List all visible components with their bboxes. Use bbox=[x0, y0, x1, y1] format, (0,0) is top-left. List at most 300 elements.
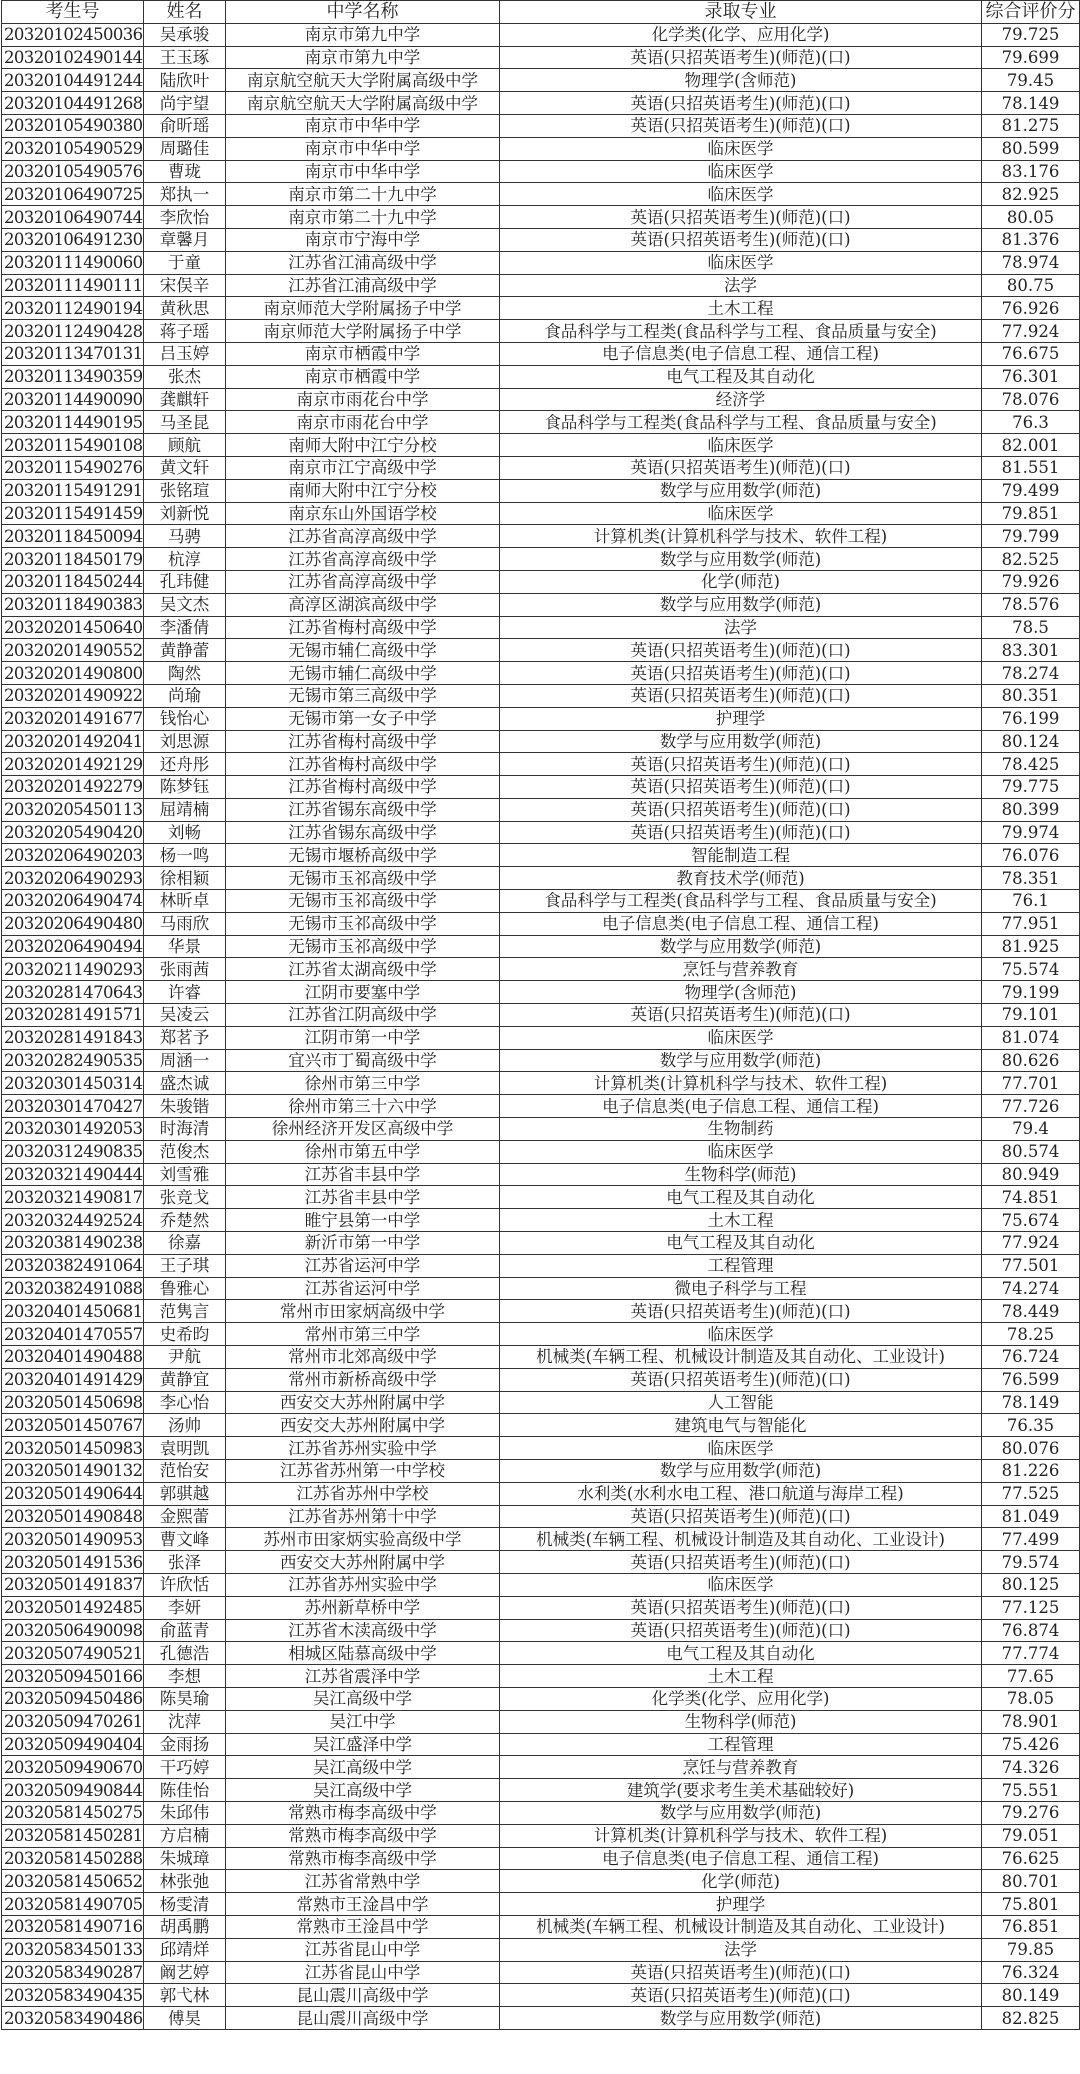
score-cell: 76.874 bbox=[982, 1619, 1080, 1642]
table-header-row bbox=[2, 1, 1080, 24]
major-cell: 英语(只招英语考生)(师范)(口) bbox=[500, 662, 982, 685]
major-cell: 微电子科学与工程 bbox=[500, 1277, 982, 1300]
major-cell: 数学与应用数学(师范) bbox=[500, 730, 982, 753]
score-cell: 79.276 bbox=[982, 1801, 1080, 1824]
table-row bbox=[2, 1870, 1080, 1893]
school-cell: 江苏省锡东高级中学 bbox=[226, 821, 500, 844]
major-cell: 英语(只招英语考生)(师范)(口) bbox=[500, 114, 982, 137]
student-name-cell: 汤帅 bbox=[144, 1414, 226, 1437]
student-name-cell: 袁明凯 bbox=[144, 1437, 226, 1460]
major-cell: 英语(只招英语考生)(师范)(口) bbox=[500, 1619, 982, 1642]
score-cell: 77.726 bbox=[982, 1095, 1080, 1118]
score-cell: 78.425 bbox=[982, 753, 1080, 776]
student-id-cell: 20320581450275 bbox=[2, 1801, 144, 1824]
student-name-cell: 许睿 bbox=[144, 981, 226, 1004]
major-cell: 土木工程 bbox=[500, 1209, 982, 1232]
student-id-cell: 20320501450767 bbox=[2, 1414, 144, 1437]
score-cell: 79.499 bbox=[982, 479, 1080, 502]
student-name-cell: 乔楚然 bbox=[144, 1209, 226, 1232]
major-cell: 工程管理 bbox=[500, 1254, 982, 1277]
school-cell: 南京师范大学附属扬子中学 bbox=[226, 320, 500, 343]
table-row bbox=[2, 23, 1080, 46]
school-cell: 无锡市堰桥高级中学 bbox=[226, 844, 500, 867]
student-name-cell: 蒋子瑶 bbox=[144, 320, 226, 343]
table-row bbox=[2, 92, 1080, 115]
student-name-cell: 郭骐越 bbox=[144, 1482, 226, 1505]
major-cell: 化学(师范) bbox=[500, 1870, 982, 1893]
student-id-cell: 20320102450036 bbox=[2, 23, 144, 46]
table-row bbox=[2, 981, 1080, 1004]
score-cell: 78.5 bbox=[982, 616, 1080, 639]
student-id-cell: 20320281491571 bbox=[2, 1004, 144, 1027]
student-name-cell: 李妍 bbox=[144, 1596, 226, 1619]
score-cell: 79.851 bbox=[982, 502, 1080, 525]
school-cell: 南京市雨花台中学 bbox=[226, 411, 500, 434]
table-row bbox=[2, 1391, 1080, 1414]
student-name-cell: 阚艺婷 bbox=[144, 1961, 226, 1984]
score-cell: 77.951 bbox=[982, 912, 1080, 935]
major-cell: 英语(只招英语考生)(师范)(口) bbox=[500, 1300, 982, 1323]
table-row bbox=[2, 1893, 1080, 1916]
school-cell: 无锡市玉祁高级中学 bbox=[226, 912, 500, 935]
major-cell: 英语(只招英语考生)(师范)(口) bbox=[500, 1505, 982, 1528]
student-id-cell: 20320401490488 bbox=[2, 1346, 144, 1369]
school-cell: 江苏省运河中学 bbox=[226, 1254, 500, 1277]
student-name-cell: 徐嘉 bbox=[144, 1232, 226, 1255]
major-cell: 工程管理 bbox=[500, 1733, 982, 1756]
score-cell: 82.925 bbox=[982, 183, 1080, 206]
table-row bbox=[2, 1551, 1080, 1574]
table-row bbox=[2, 1414, 1080, 1437]
score-cell: 79.4 bbox=[982, 1118, 1080, 1141]
table-row bbox=[2, 274, 1080, 297]
student-id-cell: 20320581450652 bbox=[2, 1870, 144, 1893]
school-cell: 江苏省梅村高级中学 bbox=[226, 776, 500, 799]
student-name-cell: 周璐佳 bbox=[144, 137, 226, 160]
major-cell: 人工智能 bbox=[500, 1391, 982, 1414]
major-cell: 英语(只招英语考生)(师范)(口) bbox=[500, 1368, 982, 1391]
major-cell: 英语(只招英语考生)(师范)(口) bbox=[500, 456, 982, 479]
student-id-cell: 20320115491291 bbox=[2, 479, 144, 502]
score-cell: 76.324 bbox=[982, 1961, 1080, 1984]
student-id-cell: 20320324492524 bbox=[2, 1209, 144, 1232]
table-row bbox=[2, 1938, 1080, 1961]
score-cell: 80.076 bbox=[982, 1437, 1080, 1460]
student-name-cell: 孔玮健 bbox=[144, 570, 226, 593]
student-name-cell: 杨雯清 bbox=[144, 1893, 226, 1916]
school-cell: 江苏省高淳高级中学 bbox=[226, 525, 500, 548]
major-cell: 经济学 bbox=[500, 388, 982, 411]
student-name-cell: 吴文杰 bbox=[144, 593, 226, 616]
score-cell: 78.05 bbox=[982, 1687, 1080, 1710]
student-id-cell: 20320382491064 bbox=[2, 1254, 144, 1277]
school-cell: 江苏省昆山中学 bbox=[226, 1961, 500, 1984]
table-row bbox=[2, 1482, 1080, 1505]
student-id-cell: 20320115490276 bbox=[2, 456, 144, 479]
student-id-cell: 20320201450640 bbox=[2, 616, 144, 639]
school-cell: 昆山震川高级中学 bbox=[226, 1984, 500, 2007]
major-cell: 电气工程及其自动化 bbox=[500, 1232, 982, 1255]
score-cell: 80.125 bbox=[982, 1573, 1080, 1596]
student-name-cell: 金雨扬 bbox=[144, 1733, 226, 1756]
table-row bbox=[2, 616, 1080, 639]
table-row bbox=[2, 1186, 1080, 1209]
student-id-cell: 20320201492279 bbox=[2, 776, 144, 799]
major-cell: 电气工程及其自动化 bbox=[500, 1186, 982, 1209]
student-id-cell: 20320501450983 bbox=[2, 1437, 144, 1460]
student-id-cell: 20320112490428 bbox=[2, 320, 144, 343]
admission-table bbox=[1, 0, 1080, 2030]
score-cell: 81.226 bbox=[982, 1460, 1080, 1483]
student-name-cell: 陶然 bbox=[144, 662, 226, 685]
table-row bbox=[2, 1984, 1080, 2007]
student-id-cell: 20320581450288 bbox=[2, 1847, 144, 1870]
major-cell: 护理学 bbox=[500, 1893, 982, 1916]
student-name-cell: 张泽 bbox=[144, 1551, 226, 1574]
student-name-cell: 范隽言 bbox=[144, 1300, 226, 1323]
score-cell: 79.974 bbox=[982, 821, 1080, 844]
student-name-cell: 黄秋思 bbox=[144, 297, 226, 320]
student-name-cell: 尚宇望 bbox=[144, 92, 226, 115]
table-row bbox=[2, 1232, 1080, 1255]
major-cell: 英语(只招英语考生)(师范)(口) bbox=[500, 639, 982, 662]
school-cell: 江苏省高淳高级中学 bbox=[226, 570, 500, 593]
student-id-cell: 20320113490359 bbox=[2, 365, 144, 388]
score-cell: 78.274 bbox=[982, 662, 1080, 685]
table-row bbox=[2, 639, 1080, 662]
student-name-cell: 陆欣叶 bbox=[144, 69, 226, 92]
score-cell: 76.35 bbox=[982, 1414, 1080, 1437]
table-row bbox=[2, 1323, 1080, 1346]
table-row bbox=[2, 1460, 1080, 1483]
major-cell: 电气工程及其自动化 bbox=[500, 1642, 982, 1665]
school-cell: 无锡市玉祁高级中学 bbox=[226, 935, 500, 958]
score-cell: 80.574 bbox=[982, 1140, 1080, 1163]
student-id-cell: 20320106491230 bbox=[2, 228, 144, 251]
score-cell: 74.851 bbox=[982, 1186, 1080, 1209]
table-row bbox=[2, 1642, 1080, 1665]
table-row bbox=[2, 2007, 1080, 2030]
score-cell: 81.074 bbox=[982, 1026, 1080, 1049]
school-cell: 无锡市第三高级中学 bbox=[226, 684, 500, 707]
table-row bbox=[2, 434, 1080, 457]
school-cell: 无锡市玉祁高级中学 bbox=[226, 890, 500, 913]
major-cell: 机械类(车辆工程、机械设计制造及其自动化、工业设计) bbox=[500, 1915, 982, 1938]
table-row bbox=[2, 1687, 1080, 1710]
school-cell: 常熟市王淦昌中学 bbox=[226, 1915, 500, 1938]
score-cell: 76.625 bbox=[982, 1847, 1080, 1870]
major-cell: 电子信息类(电子信息工程、通信工程) bbox=[500, 1095, 982, 1118]
student-id-cell: 20320205450113 bbox=[2, 798, 144, 821]
table-row bbox=[2, 1346, 1080, 1369]
table-row bbox=[2, 912, 1080, 935]
student-name-cell: 史希昀 bbox=[144, 1323, 226, 1346]
school-cell: 江苏省丰县中学 bbox=[226, 1186, 500, 1209]
school-cell: 南京市第九中学 bbox=[226, 23, 500, 46]
table-row bbox=[2, 1026, 1080, 1049]
score-cell: 76.675 bbox=[982, 342, 1080, 365]
score-cell: 79.725 bbox=[982, 23, 1080, 46]
table-row bbox=[2, 1368, 1080, 1391]
major-cell: 法学 bbox=[500, 274, 982, 297]
table-row bbox=[2, 1437, 1080, 1460]
school-cell: 徐州市第五中学 bbox=[226, 1140, 500, 1163]
student-id-cell: 20320206490494 bbox=[2, 935, 144, 958]
school-cell: 常州市北郊高级中学 bbox=[226, 1346, 500, 1369]
school-cell: 苏州市田家炳实验高级中学 bbox=[226, 1528, 500, 1551]
major-cell: 计算机类(计算机科学与技术、软件工程) bbox=[500, 1072, 982, 1095]
student-name-cell: 朱邱伟 bbox=[144, 1801, 226, 1824]
table-row bbox=[2, 160, 1080, 183]
major-cell: 物理学(含师范) bbox=[500, 69, 982, 92]
student-id-cell: 20320115491459 bbox=[2, 502, 144, 525]
major-cell: 英语(只招英语考生)(师范)(口) bbox=[500, 206, 982, 229]
major-cell: 数学与应用数学(师范) bbox=[500, 2007, 982, 2030]
student-name-cell: 范俊杰 bbox=[144, 1140, 226, 1163]
score-cell: 79.699 bbox=[982, 46, 1080, 69]
score-cell: 77.125 bbox=[982, 1596, 1080, 1619]
major-cell: 水利类(水利水电工程、港口航道与海岸工程) bbox=[500, 1482, 982, 1505]
student-id-cell: 20320201490800 bbox=[2, 662, 144, 685]
table-row bbox=[2, 1004, 1080, 1027]
score-cell: 77.924 bbox=[982, 320, 1080, 343]
school-cell: 江苏省震泽中学 bbox=[226, 1665, 500, 1688]
school-cell: 西安交大苏州附属中学 bbox=[226, 1391, 500, 1414]
table-row bbox=[2, 1961, 1080, 1984]
school-cell: 徐州经济开发区高级中学 bbox=[226, 1118, 500, 1141]
student-name-cell: 方启楠 bbox=[144, 1824, 226, 1847]
school-cell: 江苏省苏州中学校 bbox=[226, 1482, 500, 1505]
major-cell: 英语(只招英语考生)(师范)(口) bbox=[500, 228, 982, 251]
school-cell: 徐州市第三中学 bbox=[226, 1072, 500, 1095]
student-name-cell: 屈靖楠 bbox=[144, 798, 226, 821]
score-cell: 82.525 bbox=[982, 548, 1080, 571]
score-cell: 77.525 bbox=[982, 1482, 1080, 1505]
student-name-cell: 杨一鸣 bbox=[144, 844, 226, 867]
school-cell: 南京市雨花台中学 bbox=[226, 388, 500, 411]
table-row bbox=[2, 456, 1080, 479]
student-id-cell: 20320501490644 bbox=[2, 1482, 144, 1505]
table-row bbox=[2, 1619, 1080, 1642]
student-id-cell: 20320111490111 bbox=[2, 274, 144, 297]
score-cell: 78.149 bbox=[982, 92, 1080, 115]
student-id-cell: 20320105490576 bbox=[2, 160, 144, 183]
student-id-cell: 20320401450681 bbox=[2, 1300, 144, 1323]
major-cell: 建筑学(要求考生美术基础较好) bbox=[500, 1779, 982, 1802]
table-row bbox=[2, 502, 1080, 525]
school-cell: 徐州市第三十六中学 bbox=[226, 1095, 500, 1118]
student-id-cell: 20320501491837 bbox=[2, 1573, 144, 1596]
student-id-cell: 20320581490716 bbox=[2, 1915, 144, 1938]
major-cell: 护理学 bbox=[500, 707, 982, 730]
major-cell: 法学 bbox=[500, 1938, 982, 1961]
student-name-cell: 尚瑜 bbox=[144, 684, 226, 707]
score-cell: 76.3 bbox=[982, 411, 1080, 434]
major-cell: 化学(师范) bbox=[500, 570, 982, 593]
score-cell: 79.45 bbox=[982, 69, 1080, 92]
student-id-cell: 20320105490380 bbox=[2, 114, 144, 137]
student-id-cell: 20320507490521 bbox=[2, 1642, 144, 1665]
major-cell: 临床医学 bbox=[500, 1323, 982, 1346]
student-id-cell: 20320321490444 bbox=[2, 1163, 144, 1186]
major-cell: 机械类(车辆工程、机械设计制造及其自动化、工业设计) bbox=[500, 1528, 982, 1551]
student-id-cell: 20320281491843 bbox=[2, 1026, 144, 1049]
school-cell: 高淳区湖滨高级中学 bbox=[226, 593, 500, 616]
student-id-cell: 20320509450166 bbox=[2, 1665, 144, 1688]
school-cell: 常熟市梅李高级中学 bbox=[226, 1824, 500, 1847]
school-cell: 西安交大苏州附属中学 bbox=[226, 1551, 500, 1574]
student-name-cell: 李想 bbox=[144, 1665, 226, 1688]
table-row bbox=[2, 1596, 1080, 1619]
score-cell: 78.351 bbox=[982, 867, 1080, 890]
table-row bbox=[2, 1824, 1080, 1847]
student-name-cell: 刘畅 bbox=[144, 821, 226, 844]
table-row bbox=[2, 867, 1080, 890]
student-name-cell: 俞昕瑶 bbox=[144, 114, 226, 137]
score-cell: 80.626 bbox=[982, 1049, 1080, 1072]
student-id-cell: 20320509490844 bbox=[2, 1779, 144, 1802]
student-name-cell: 华景 bbox=[144, 935, 226, 958]
student-name-cell: 王子琪 bbox=[144, 1254, 226, 1277]
student-id-cell: 20320105490529 bbox=[2, 137, 144, 160]
header-score: 综合评价分 bbox=[982, 1, 1080, 24]
student-id-cell: 20320501490848 bbox=[2, 1505, 144, 1528]
school-cell: 江苏省太湖高级中学 bbox=[226, 958, 500, 981]
table-row bbox=[2, 662, 1080, 685]
student-id-cell: 20320506490098 bbox=[2, 1619, 144, 1642]
student-id-cell: 20320501492485 bbox=[2, 1596, 144, 1619]
table-row bbox=[2, 1300, 1080, 1323]
student-name-cell: 干巧婷 bbox=[144, 1756, 226, 1779]
student-name-cell: 陈佳怡 bbox=[144, 1779, 226, 1802]
table-row bbox=[2, 1665, 1080, 1688]
major-cell: 智能制造工程 bbox=[500, 844, 982, 867]
score-cell: 77.499 bbox=[982, 1528, 1080, 1551]
student-name-cell: 曹文峰 bbox=[144, 1528, 226, 1551]
student-name-cell: 孔德浩 bbox=[144, 1642, 226, 1665]
major-cell: 电子信息类(电子信息工程、通信工程) bbox=[500, 342, 982, 365]
score-cell: 80.75 bbox=[982, 274, 1080, 297]
school-cell: 江苏省梅村高级中学 bbox=[226, 730, 500, 753]
score-cell: 75.551 bbox=[982, 1779, 1080, 1802]
table-row bbox=[2, 251, 1080, 274]
major-cell: 数学与应用数学(师范) bbox=[500, 1049, 982, 1072]
school-cell: 常熟市梅李高级中学 bbox=[226, 1801, 500, 1824]
student-name-cell: 龚麒轩 bbox=[144, 388, 226, 411]
major-cell: 烹饪与营养教育 bbox=[500, 958, 982, 981]
student-id-cell: 20320501490132 bbox=[2, 1460, 144, 1483]
school-cell: 吴江高级中学 bbox=[226, 1779, 500, 1802]
student-id-cell: 20320118450179 bbox=[2, 548, 144, 571]
score-cell: 79.799 bbox=[982, 525, 1080, 548]
school-cell: 无锡市第一女子中学 bbox=[226, 707, 500, 730]
student-name-cell: 陈梦钰 bbox=[144, 776, 226, 799]
table-row bbox=[2, 1163, 1080, 1186]
score-cell: 77.65 bbox=[982, 1665, 1080, 1688]
student-id-cell: 20320509450486 bbox=[2, 1687, 144, 1710]
student-name-cell: 张雨茜 bbox=[144, 958, 226, 981]
school-cell: 常熟市梅李高级中学 bbox=[226, 1847, 500, 1870]
student-id-cell: 20320206490203 bbox=[2, 844, 144, 867]
student-name-cell: 许欣恬 bbox=[144, 1573, 226, 1596]
school-cell: 江苏省昆山中学 bbox=[226, 1938, 500, 1961]
student-id-cell: 20320509470261 bbox=[2, 1710, 144, 1733]
major-cell: 法学 bbox=[500, 616, 982, 639]
student-name-cell: 钱怡心 bbox=[144, 707, 226, 730]
major-cell: 食品科学与工程类(食品科学与工程、食品质量与安全) bbox=[500, 411, 982, 434]
school-cell: 南京市中华中学 bbox=[226, 114, 500, 137]
school-cell: 昆山震川高级中学 bbox=[226, 2007, 500, 2030]
table-row bbox=[2, 1528, 1080, 1551]
major-cell: 生物科学(师范) bbox=[500, 1163, 982, 1186]
header-school: 中学名称 bbox=[226, 1, 500, 24]
table-row bbox=[2, 1254, 1080, 1277]
table-row bbox=[2, 1505, 1080, 1528]
student-id-cell: 20320115490108 bbox=[2, 434, 144, 457]
school-cell: 江苏省苏州实验中学 bbox=[226, 1437, 500, 1460]
school-cell: 南京市中华中学 bbox=[226, 137, 500, 160]
student-id-cell: 20320581490705 bbox=[2, 1893, 144, 1916]
student-name-cell: 时海清 bbox=[144, 1118, 226, 1141]
school-cell: 西安交大苏州附属中学 bbox=[226, 1414, 500, 1437]
school-cell: 江苏省梅村高级中学 bbox=[226, 616, 500, 639]
major-cell: 临床医学 bbox=[500, 1437, 982, 1460]
major-cell: 数学与应用数学(师范) bbox=[500, 479, 982, 502]
student-name-cell: 宋俣辛 bbox=[144, 274, 226, 297]
score-cell: 78.974 bbox=[982, 251, 1080, 274]
student-name-cell: 沈萍 bbox=[144, 1710, 226, 1733]
school-cell: 江苏省常熟中学 bbox=[226, 1870, 500, 1893]
table-row bbox=[2, 1915, 1080, 1938]
table-row bbox=[2, 137, 1080, 160]
score-cell: 81.376 bbox=[982, 228, 1080, 251]
major-cell: 临床医学 bbox=[500, 502, 982, 525]
school-cell: 苏州新草桥中学 bbox=[226, 1596, 500, 1619]
student-name-cell: 邱靖烊 bbox=[144, 1938, 226, 1961]
major-cell: 计算机类(计算机科学与技术、软件工程) bbox=[500, 525, 982, 548]
student-name-cell: 李欣怡 bbox=[144, 206, 226, 229]
table-row bbox=[2, 1209, 1080, 1232]
student-id-cell: 20320583490486 bbox=[2, 2007, 144, 2030]
school-cell: 常州市第三中学 bbox=[226, 1323, 500, 1346]
table-row bbox=[2, 730, 1080, 753]
score-cell: 75.574 bbox=[982, 958, 1080, 981]
score-cell: 80.701 bbox=[982, 1870, 1080, 1893]
student-id-cell: 20320301492053 bbox=[2, 1118, 144, 1141]
score-cell: 75.674 bbox=[982, 1209, 1080, 1232]
score-cell: 76.926 bbox=[982, 297, 1080, 320]
school-cell: 南京市栖霞中学 bbox=[226, 342, 500, 365]
score-cell: 79.775 bbox=[982, 776, 1080, 799]
table-row bbox=[2, 1573, 1080, 1596]
student-name-cell: 周涵一 bbox=[144, 1049, 226, 1072]
student-name-cell: 傅昊 bbox=[144, 2007, 226, 2030]
student-name-cell: 郑执一 bbox=[144, 183, 226, 206]
table-row bbox=[2, 1779, 1080, 1802]
school-cell: 新沂市第一中学 bbox=[226, 1232, 500, 1255]
score-cell: 83.176 bbox=[982, 160, 1080, 183]
table-row bbox=[2, 114, 1080, 137]
score-cell: 78.901 bbox=[982, 1710, 1080, 1733]
major-cell: 临床医学 bbox=[500, 251, 982, 274]
student-id-cell: 20320281470643 bbox=[2, 981, 144, 1004]
student-id-cell: 20320206490293 bbox=[2, 867, 144, 890]
student-id-cell: 20320201490922 bbox=[2, 684, 144, 707]
school-cell: 宜兴市丁蜀高级中学 bbox=[226, 1049, 500, 1072]
student-id-cell: 20320583450133 bbox=[2, 1938, 144, 1961]
score-cell: 77.774 bbox=[982, 1642, 1080, 1665]
student-id-cell: 20320401491429 bbox=[2, 1368, 144, 1391]
